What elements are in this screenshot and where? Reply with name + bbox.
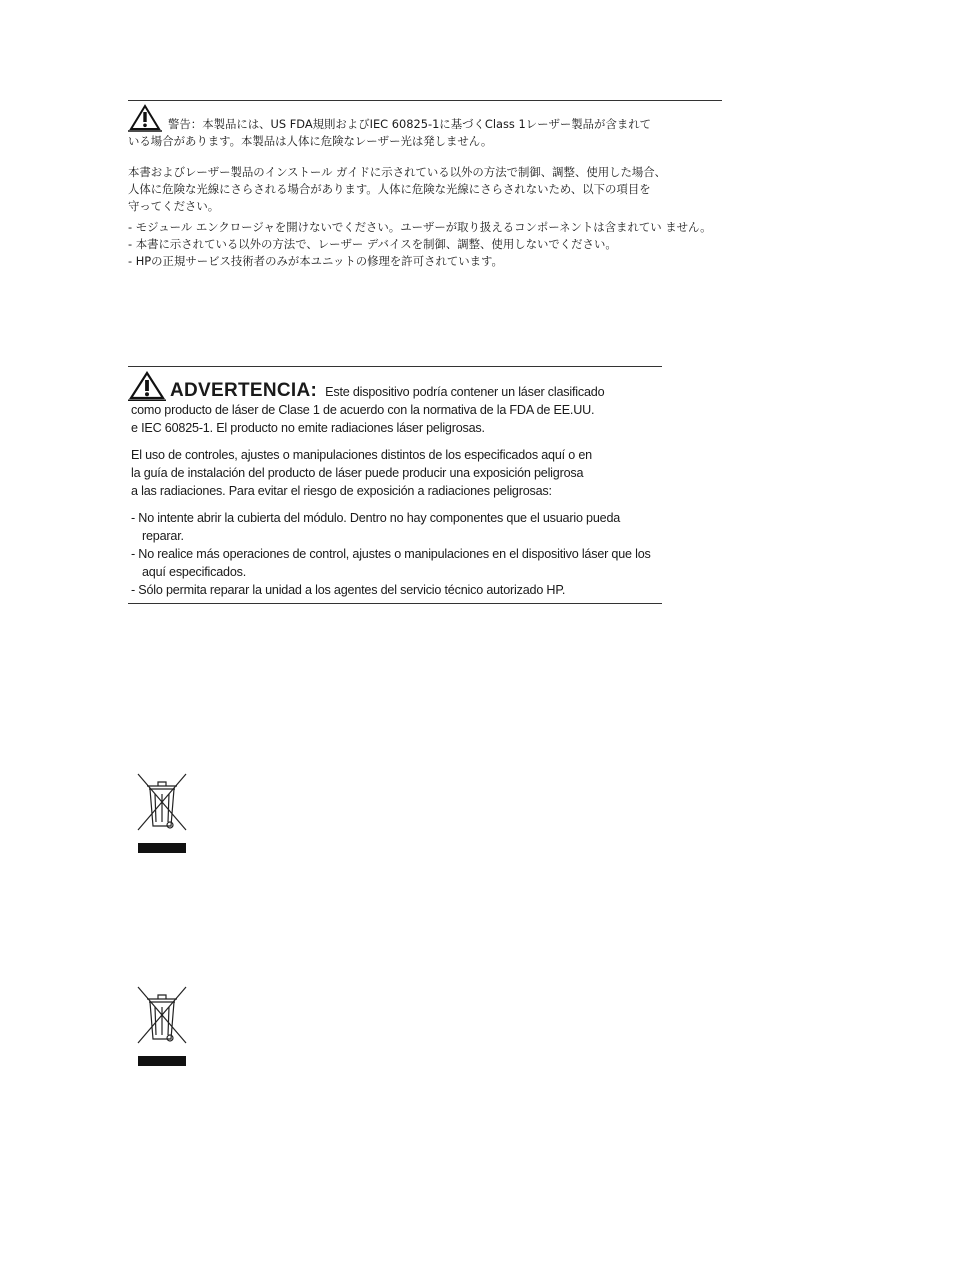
japanese-warning-body-line1: 本書およびレーザー製品のインストール ガイドに示されている以外の方法で制御、調整、使用した場合、 [128, 165, 667, 179]
japanese-warning-intro-line2: いる場合があります。本製品は人体に危険なレーザー光は発しません。 [128, 134, 493, 148]
japanese-warning-body-line2: 人体に危険な光線にさらされる場合があります。人体に危険な光線にさらされないため、以下の項目を [128, 182, 651, 196]
japanese-laser-warning [128, 100, 722, 270]
spanish-warning-intro-line1: Este dispositivo podría contener un láser clasificado [325, 385, 605, 399]
spanish-laser-warning [128, 366, 662, 604]
japanese-warning-item: - モジュール エンクロージャを開けないでください。ユーザーが取り扱えるコンポーネントは含まれてい ません。 [128, 220, 712, 234]
japanese-warning-body-line3: 守ってください。 [128, 199, 220, 213]
japanese-warning-item: - HPの正規サービス技術者のみが本ユニットの修理を許可されています。 [128, 254, 503, 268]
warning-triangle-icon [128, 371, 166, 401]
spanish-warning-body-line2: la guía de instalación del producto de láser puede producir una exposición peligrosa [131, 466, 584, 480]
spanish-warning-title: ADVERTENCIA: [170, 380, 318, 401]
warning-triangle-icon [128, 104, 162, 132]
japanese-warning-item: - 本書に示されている以外の方法で、レーザー デバイスを制御、調整、使用しないでください。 [128, 237, 617, 251]
spanish-warning-item: - No intente abrir la cubierta del módulo. Dentro no hay componentes que el usuario pueda reparar. [131, 511, 621, 543]
crossed-out-wheelie-bin-icon [136, 983, 188, 1069]
crossed-out-wheelie-bin-icon [136, 770, 188, 856]
spanish-warning-body-line3: a las radiaciones. Para evitar el riesgo de exposición a radiaciones peligrosas: [131, 484, 552, 498]
japanese-warning-title: 警告： [168, 117, 203, 131]
spanish-warning-intro-line2: como producto de láser de Clase 1 de acuerdo con la normativa de la FDA de EE.UU. [131, 403, 595, 417]
japanese-warning-intro-line1: 本製品には、US FDA規則およびIEC 60825-1に基づくClass 1レーザー製品が含まれて [202, 117, 652, 131]
spanish-warning-body-line1: El uso de controles, ajustes o manipulaciones distintos de los especificados aquí o en [131, 448, 592, 462]
spanish-warning-intro [128, 371, 662, 401]
spanish-warning-intro-line3: e IEC 60825-1. El producto no emite radiaciones láser peligrosas. [131, 421, 485, 435]
japanese-warning-intro [128, 104, 722, 133]
spanish-warning-item: - Sólo permita reparar la unidad a los agentes del servicio técnico autorizado HP. [131, 583, 566, 597]
spanish-warning-item: - No realice más operaciones de control, ajustes o manipulaciones en el dispositivo láser que los aquí especificados. [131, 547, 651, 579]
